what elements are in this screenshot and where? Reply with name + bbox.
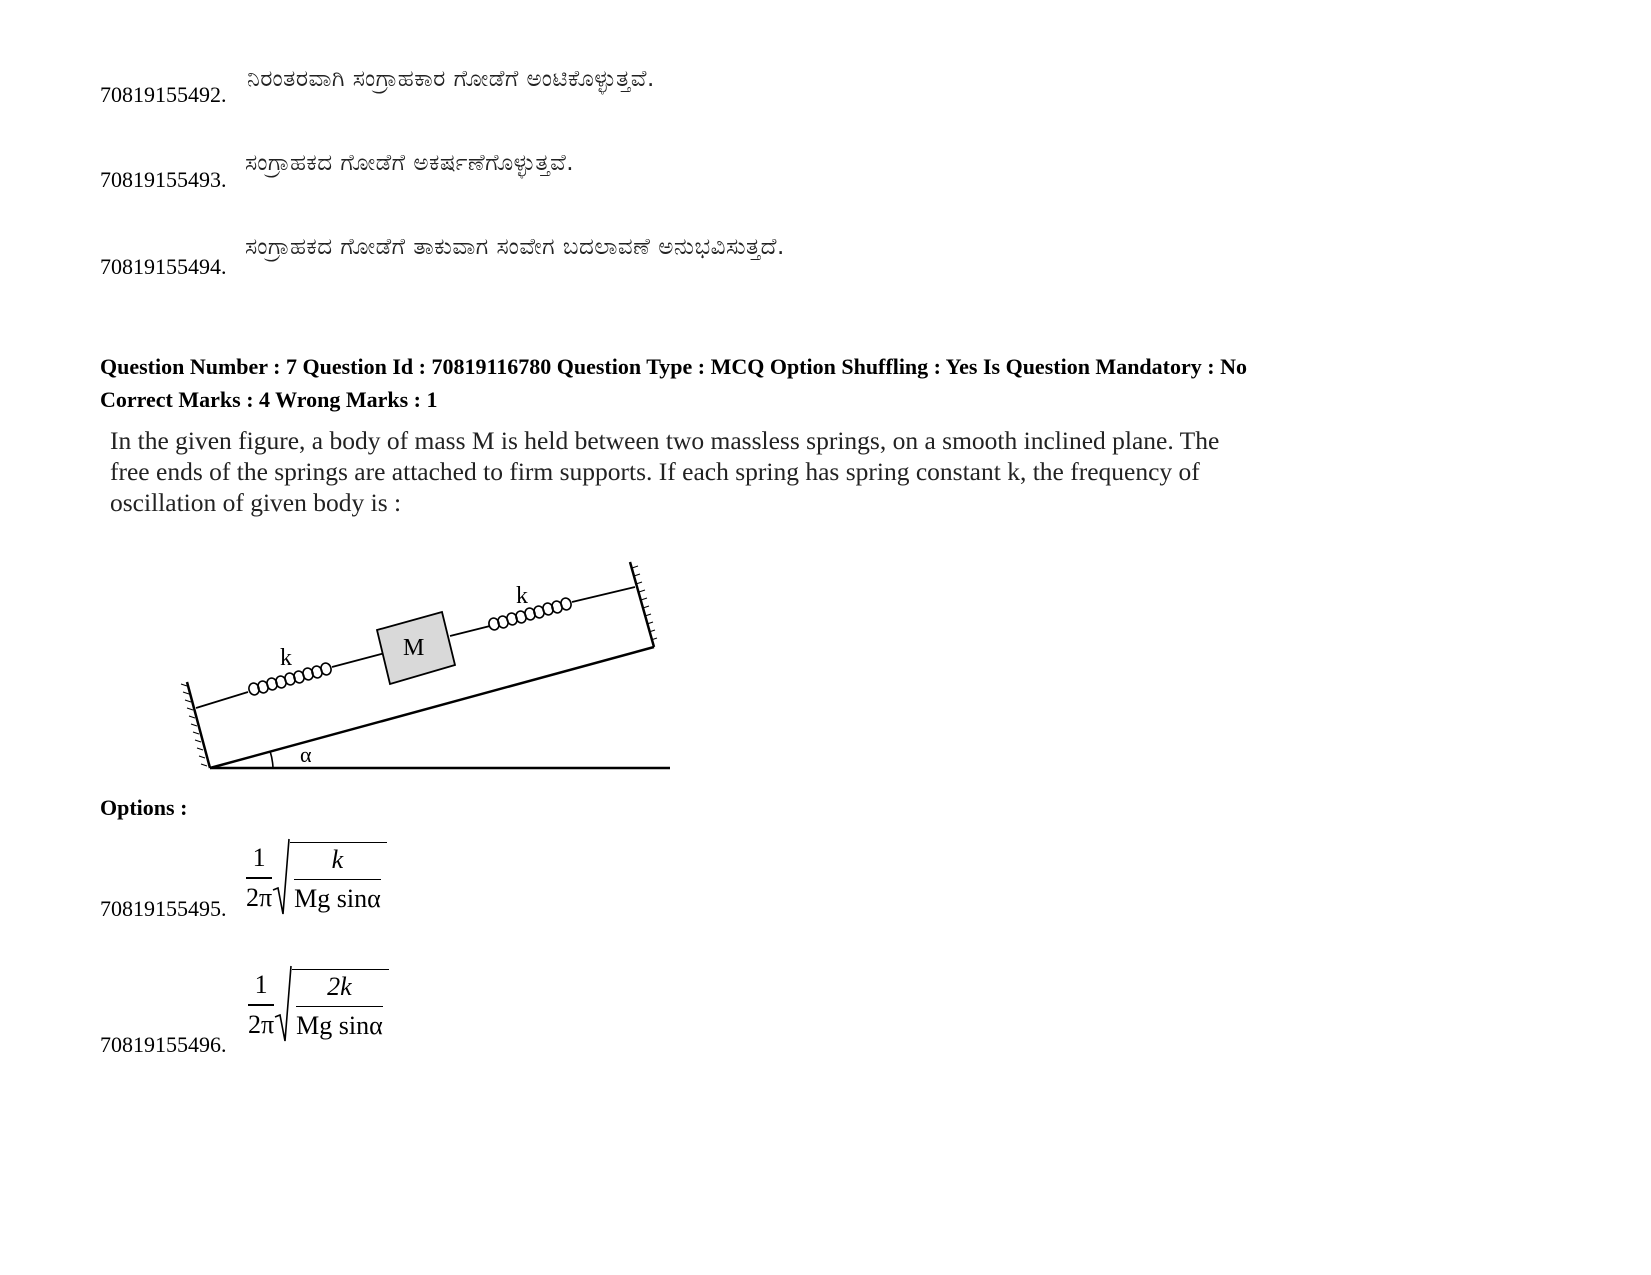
question-marks: Correct Marks : 4 Wrong Marks : 1 xyxy=(100,387,438,412)
option-text: ಸಂಗ್ರಾಹಕದ ಗೋಡೆಗೆ ಅಕರ್ಷಣೆಗೊಳ್ಳುತ್ತವೆ. xyxy=(245,150,575,176)
radical-sign-icon xyxy=(274,965,292,1045)
option-formula xyxy=(248,965,389,1045)
question-meta: Question Number : 7 Question Id : 70819116780 Question Type : MCQ Option Shuffling : Yes Is Question Mandatory : No xyxy=(100,354,1247,379)
angle-label: α xyxy=(300,742,312,767)
question-text: In the given figure, a body of mass M is held between two massless springs, on a smooth inclined plane. The free ends of the springs are attached to firm supports. If each spring has spring constant k, the frequency of oscillation of given body is : xyxy=(110,426,1220,517)
formula-numerator: 1 xyxy=(254,970,268,1000)
radical-denominator: Mg sinα xyxy=(296,1011,383,1041)
spring-label-right: k xyxy=(516,583,528,609)
option-text: ನಿರಂತರವಾಗಿ ಸಂಗ್ರಾಹಕಾರ ಗೋಡೆಗೆ ಅಂಟಿಕೊಳ್ಳುತ್ತವೆ. xyxy=(247,66,655,92)
option-id: 70819155494. xyxy=(100,254,227,279)
formula-denominator: 2π xyxy=(246,882,273,912)
radical-sign-icon xyxy=(272,838,290,918)
option-id: 70819155496. xyxy=(100,1032,227,1057)
option-id: 70819155495. xyxy=(100,896,227,921)
option-id: 70819155492. xyxy=(100,82,227,107)
option-formula xyxy=(246,838,387,918)
radical-denominator: Mg sinα xyxy=(294,884,381,914)
option-text: ಸಂಗ್ರಾಹಕದ ಗೋಡೆಗೆ ತಾಕುವಾಗ ಸಂವೇಗ ಬದಲಾವಣೆ ಅನುಭವಿಸುತ್ತದೆ. xyxy=(245,234,785,260)
radical-numerator: 2k xyxy=(327,971,352,1001)
options-label: Options : xyxy=(100,795,188,820)
formula-denominator: 2π xyxy=(248,1009,275,1039)
inclined-plane-figure xyxy=(170,550,680,780)
option-id: 70819155493. xyxy=(100,167,227,192)
spring-label-left: k xyxy=(280,645,292,671)
radical-numerator: k xyxy=(331,844,344,874)
mass-label: M xyxy=(403,635,425,661)
formula-numerator: 1 xyxy=(252,843,266,873)
